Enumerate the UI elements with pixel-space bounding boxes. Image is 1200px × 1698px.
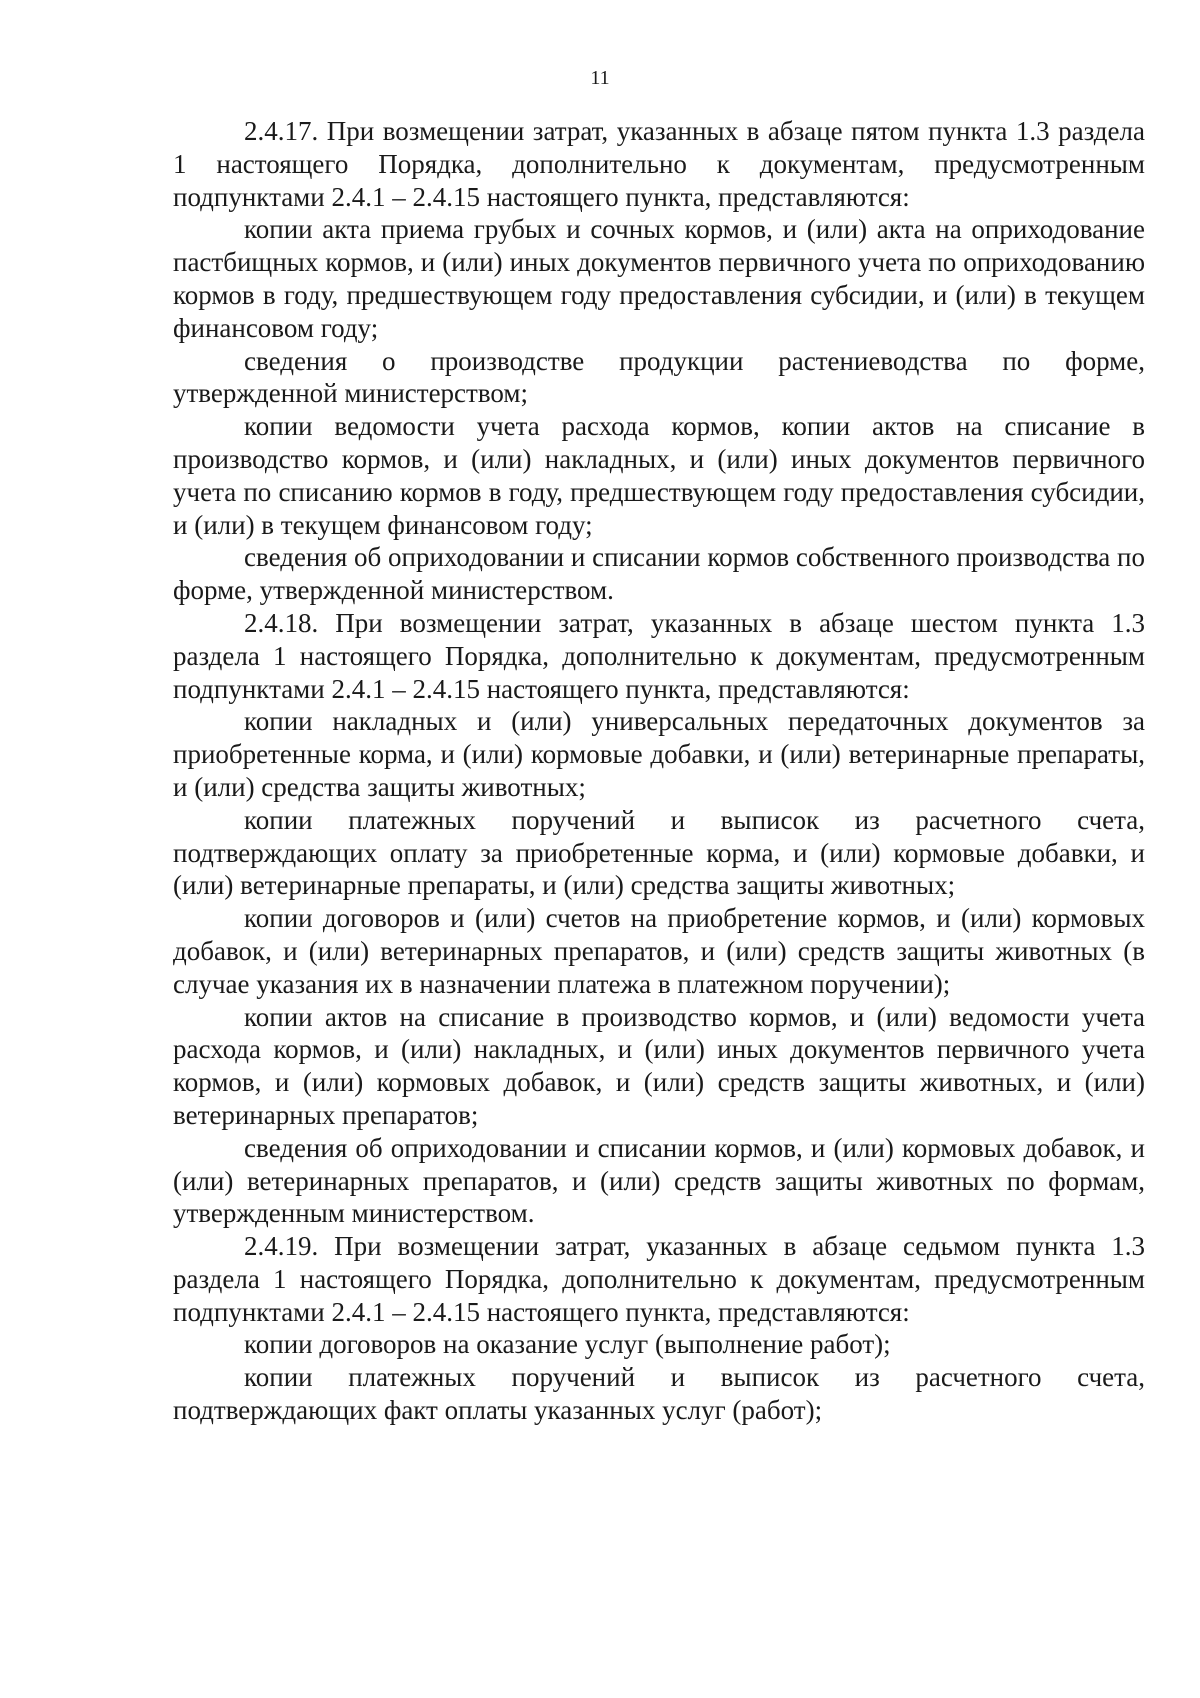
list-item: копии платежных поручений и выписок из расчетного счета, подтверждающих факт оплаты указанных услуг (работ);: [173, 1362, 1145, 1426]
list-item: копии накладных и (или) универсальных передаточных документов за приобретенные корма, и (или) кормовые добавки, и (или) ветеринарные препараты, и (или) средства защиты животных;: [173, 706, 1145, 802]
page-number: 11: [590, 67, 610, 89]
list-item: сведения об оприходовании и списании кормов, и (или) кормовых добавок, и (или) ветеринарных препаратов, и (или) средств защиты животных по формам, утвержденным министерством.: [173, 1132, 1145, 1229]
list-item: копии актов на списание в производство кормов, и (или) ведомости учета расхода кормов, и (или) накладных, и (или) иных документов первичного учета кормов, и (или) кормовых добавок, и (или) средств защиты животных, и (или) ветеринарных препаратов;: [173, 1001, 1145, 1130]
paragraph-2-4-17: 2.4.17. При возмещении затрат, указанных в абзаце пятом пункта 1.3 раздела 1 настоящего Порядка, дополнительно к документам, предусмотренным подпунктами 2.4.1 – 2.4.15 настоящего пункта, представляются:: [173, 116, 1145, 212]
list-item: копии платежных поручений и выписок из расчетного счета, подтверждающих оплату за приобретенные корма, и (или) кормовые добавки, и (или) ветеринарные препараты, и (или) средства защиты животных;: [173, 804, 1145, 901]
paragraph-2-4-19: 2.4.19. При возмещении затрат, указанных в абзаце седьмом пункта 1.3 раздела 1 настоящего Порядка, дополнительно к документам, предусмотренным подпунктами 2.4.1 – 2.4.15 настоящего пункта, представляются:: [173, 1231, 1145, 1327]
list-item: копии ведомости учета расхода кормов, копии актов на списание в производство кормов, и (или) накладных, и (или) иных документов первичного учета по списанию кормов в году, предшествующем году предоставления субсидии, и (или) в текущем финансовом году;: [173, 411, 1145, 540]
list-item: копии акта приема грубых и сочных кормов, и (или) акта на оприходование пастбищных кормов, и (или) иных документов первичного учета по оприходованию кормов в году, предшествующем году предоставления субсидии, и (или) в текущем финансовом году;: [173, 214, 1145, 343]
list-item: сведения о производстве продукции растениеводства по форме, утвержденной министерством;: [173, 345, 1145, 409]
list-item: сведения об оприходовании и списании кормов собственного производства по форме, утвержденной министерством.: [173, 542, 1145, 606]
list-item: копии договоров на оказание услуг (выполнение работ);: [244, 1329, 891, 1360]
paragraph-2-4-18: 2.4.18. При возмещении затрат, указанных в абзаце шестом пункта 1.3 раздела 1 настоящего Порядка, дополнительно к документам, предусмотренным подпунктами 2.4.1 – 2.4.15 настоящего пункта, представляются:: [173, 607, 1145, 704]
list-item: копии договоров и (или) счетов на приобретение кормов, и (или) кормовых добавок, и (или) ветеринарных препаратов, и (или) средств защиты животных (в случае указания их в назначении платежа в платежном поручении);: [173, 903, 1145, 999]
document-body: [173, 115, 1145, 1427]
